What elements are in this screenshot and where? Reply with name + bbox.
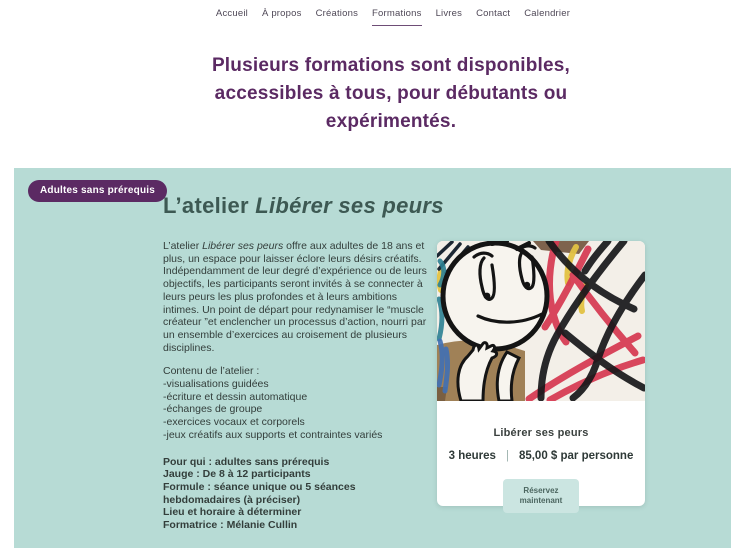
booking-card [437,241,645,506]
nav-item-contact[interactable]: Contact [476,8,511,19]
nav-item-livres[interactable]: Livres [435,8,463,19]
face-drawing-illustration [437,241,645,401]
workshop-content-list [163,365,431,441]
workshop-title-name: Libérer ses peurs [255,193,444,219]
reserve-button[interactable]: Réservez maintenant [503,479,579,513]
detail-line-formatrice: Formatrice : Mélanie Cullin [163,519,298,532]
workshop-photo [437,241,645,401]
nav-item-formations[interactable]: Formations [372,8,422,26]
list-item: -jeux créatifs aux supports et contraintes variés [163,428,383,441]
page-title: Plusieurs formations sont disponibles, accessibles à tous, pour débutants ou expérimentés. [211,55,571,132]
intro-paragraph [163,240,431,354]
list-item: -écriture et dessin automatique [163,390,308,403]
detail-line-formule: Formule : séance unique ou 5 séances hebdomadaires (à préciser) [163,480,356,506]
nav-item-calendrier[interactable]: Calendrier [524,8,571,19]
price-divider: | [505,450,509,462]
workshop-details [163,456,431,532]
duration-label: 3 heures [448,450,496,462]
detail-line-jauge: Jauge : De 8 à 12 participants [163,468,311,481]
intro-workshop-name: Libérer ses peurs [202,240,284,252]
card-workshop-name: Libérer ses peurs [493,427,589,439]
nav-item-a-propos[interactable]: À propos [261,8,302,19]
workshop-title-prefix: L’atelier [163,193,256,219]
intro-prefix: L’atelier [163,240,203,252]
nav-item-accueil[interactable]: Accueil [215,8,248,19]
intro-rest: offre aux adultes de 18 ans et plus, un espace pour laisser éclore leurs désirs créatifs. Indépendamment de leur degré d’expérience ou de leurs objectifs, les participants seront invités à se connecter à leurs peurs les plus profondes et à leurs ambitions intimes. Un point de départ pour redynamiser le “muscle créateur ”et enclencher un processus d’action, nourri par un ensemble d’exercices au croisement de plusieurs disciplines. [163,240,427,354]
list-item: -échanges de groupe [163,403,263,416]
list-item: -exercices vocaux et corporels [163,416,305,429]
workshop-section [14,168,731,548]
top-navigation [20,0,746,26]
price-label: 85,00 $ par personne [518,450,634,462]
detail-line-pour-qui: Pour qui : adultes sans prérequis [163,455,330,468]
detail-line-lieu: Lieu et horaire à déterminer [163,506,302,519]
audience-badge: Adultes sans prérequis [28,180,167,202]
content-heading: Contenu de l’atelier : [163,365,260,378]
workshop-title [163,193,444,219]
workshop-description [163,240,431,532]
list-item: -visualisations guidées [163,378,269,391]
price-row [437,450,645,462]
hero [176,52,606,136]
booking-card-body [437,401,645,513]
nav-item-creations[interactable]: Créations [315,8,359,19]
